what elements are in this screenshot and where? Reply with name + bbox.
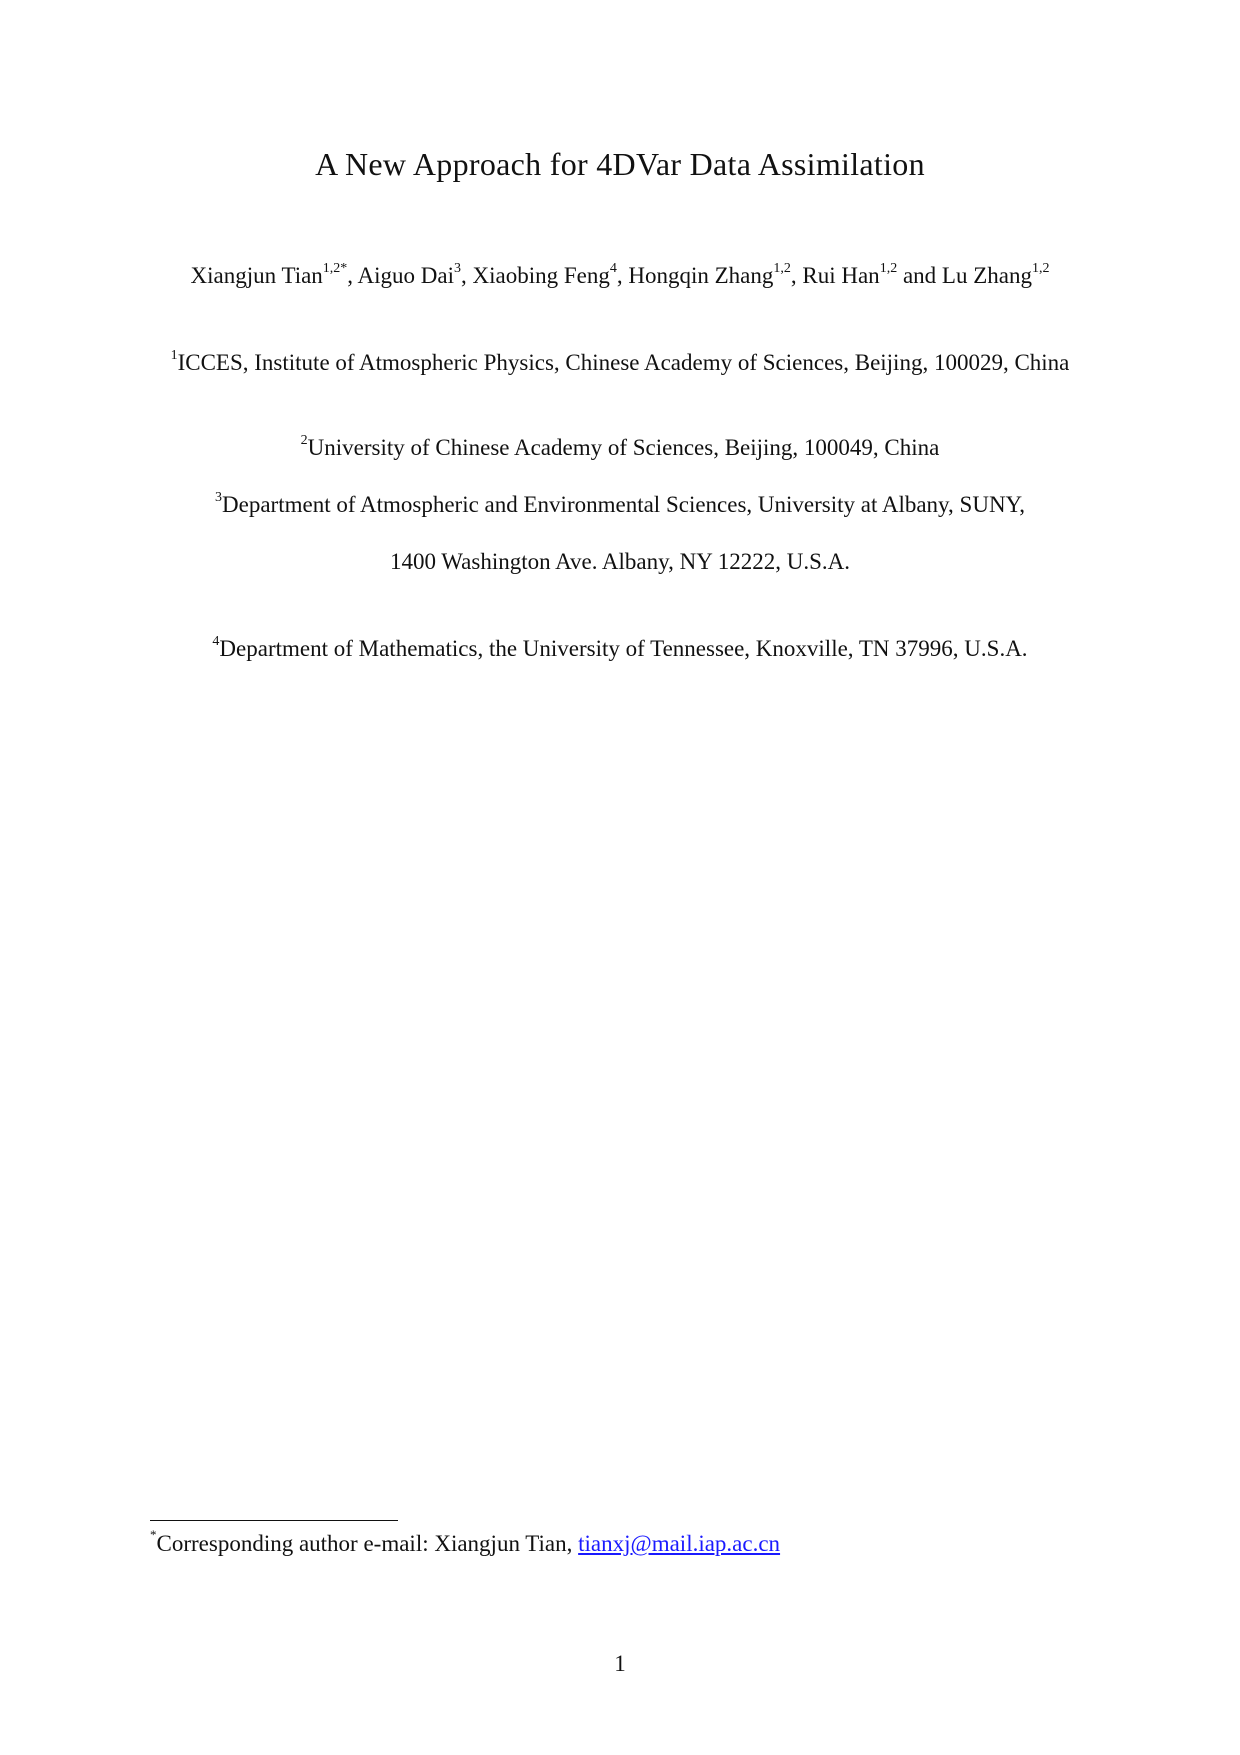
author-separator: , bbox=[461, 263, 473, 288]
affiliation-text: 1400 Washington Ave. Albany, NY 12222, U.S.A. bbox=[389, 549, 851, 574]
affiliation-marker: 1 bbox=[170, 348, 178, 364]
email-link[interactable]: tianxj@mail.iap.ac.cn bbox=[578, 1531, 781, 1556]
author-affiliation-marker: 4 bbox=[609, 261, 617, 277]
affiliation bbox=[150, 635, 1090, 663]
author-separator: , bbox=[616, 263, 629, 288]
paper-title: A New Approach for 4DVar Data Assimilation bbox=[315, 146, 925, 182]
affiliation-text: University of Chinese Academy of Sciences, Beijing, 100049, China bbox=[307, 435, 940, 460]
affiliation bbox=[150, 434, 1090, 462]
author-name: Aiguo Dai bbox=[357, 263, 454, 288]
author-name: Rui Han bbox=[802, 263, 880, 288]
author-affiliation-marker: 1,2* bbox=[322, 261, 348, 277]
author bbox=[628, 263, 791, 288]
affiliation-address-line bbox=[150, 548, 1090, 576]
footnote-text: Corresponding author e-mail: Xiangjun Tian, bbox=[156, 1531, 579, 1556]
author-name: Lu Zhang bbox=[941, 263, 1032, 288]
author-affiliation-marker: 1,2 bbox=[879, 261, 898, 277]
author-name: Xiangjun Tian bbox=[190, 263, 323, 288]
affiliation-marker: 3 bbox=[215, 490, 223, 506]
author-affiliation-marker: 1,2 bbox=[1031, 261, 1050, 277]
page-number: 1 bbox=[614, 1651, 626, 1676]
affiliation-marker: 4 bbox=[212, 634, 220, 650]
author-affiliation-marker: 1,2 bbox=[773, 261, 791, 277]
author bbox=[802, 263, 897, 288]
author-separator: , bbox=[347, 263, 358, 288]
author-separator: , bbox=[790, 263, 803, 288]
author bbox=[358, 263, 461, 288]
affiliation-text: Department of Mathematics, the University of Tennessee, Knoxville, TN 37996, U.S.A. bbox=[219, 636, 1028, 661]
affiliation bbox=[150, 349, 1090, 377]
author bbox=[191, 263, 348, 288]
author-name: Hongqin Zhang bbox=[628, 263, 774, 288]
footnote-divider bbox=[150, 1520, 398, 1521]
affiliation-marker: 2 bbox=[300, 433, 308, 449]
footnote bbox=[150, 1527, 781, 1558]
footnote-marker: * bbox=[150, 1527, 157, 1543]
author-separator: and bbox=[897, 263, 942, 288]
author bbox=[942, 263, 1050, 288]
author-name: Xiaobing Feng bbox=[472, 263, 610, 288]
author bbox=[473, 263, 617, 288]
author-affiliation-marker: 3 bbox=[454, 261, 461, 277]
affiliation bbox=[150, 491, 1090, 519]
affiliation-text: Department of Atmospheric and Environmental Sciences, University at Albany, SUNY, bbox=[222, 492, 1025, 517]
affiliation-text: ICCES, Institute of Atmospheric Physics, Chinese Academy of Sciences, Beijing, 100029, China bbox=[177, 350, 1070, 375]
author-list bbox=[150, 262, 1090, 290]
